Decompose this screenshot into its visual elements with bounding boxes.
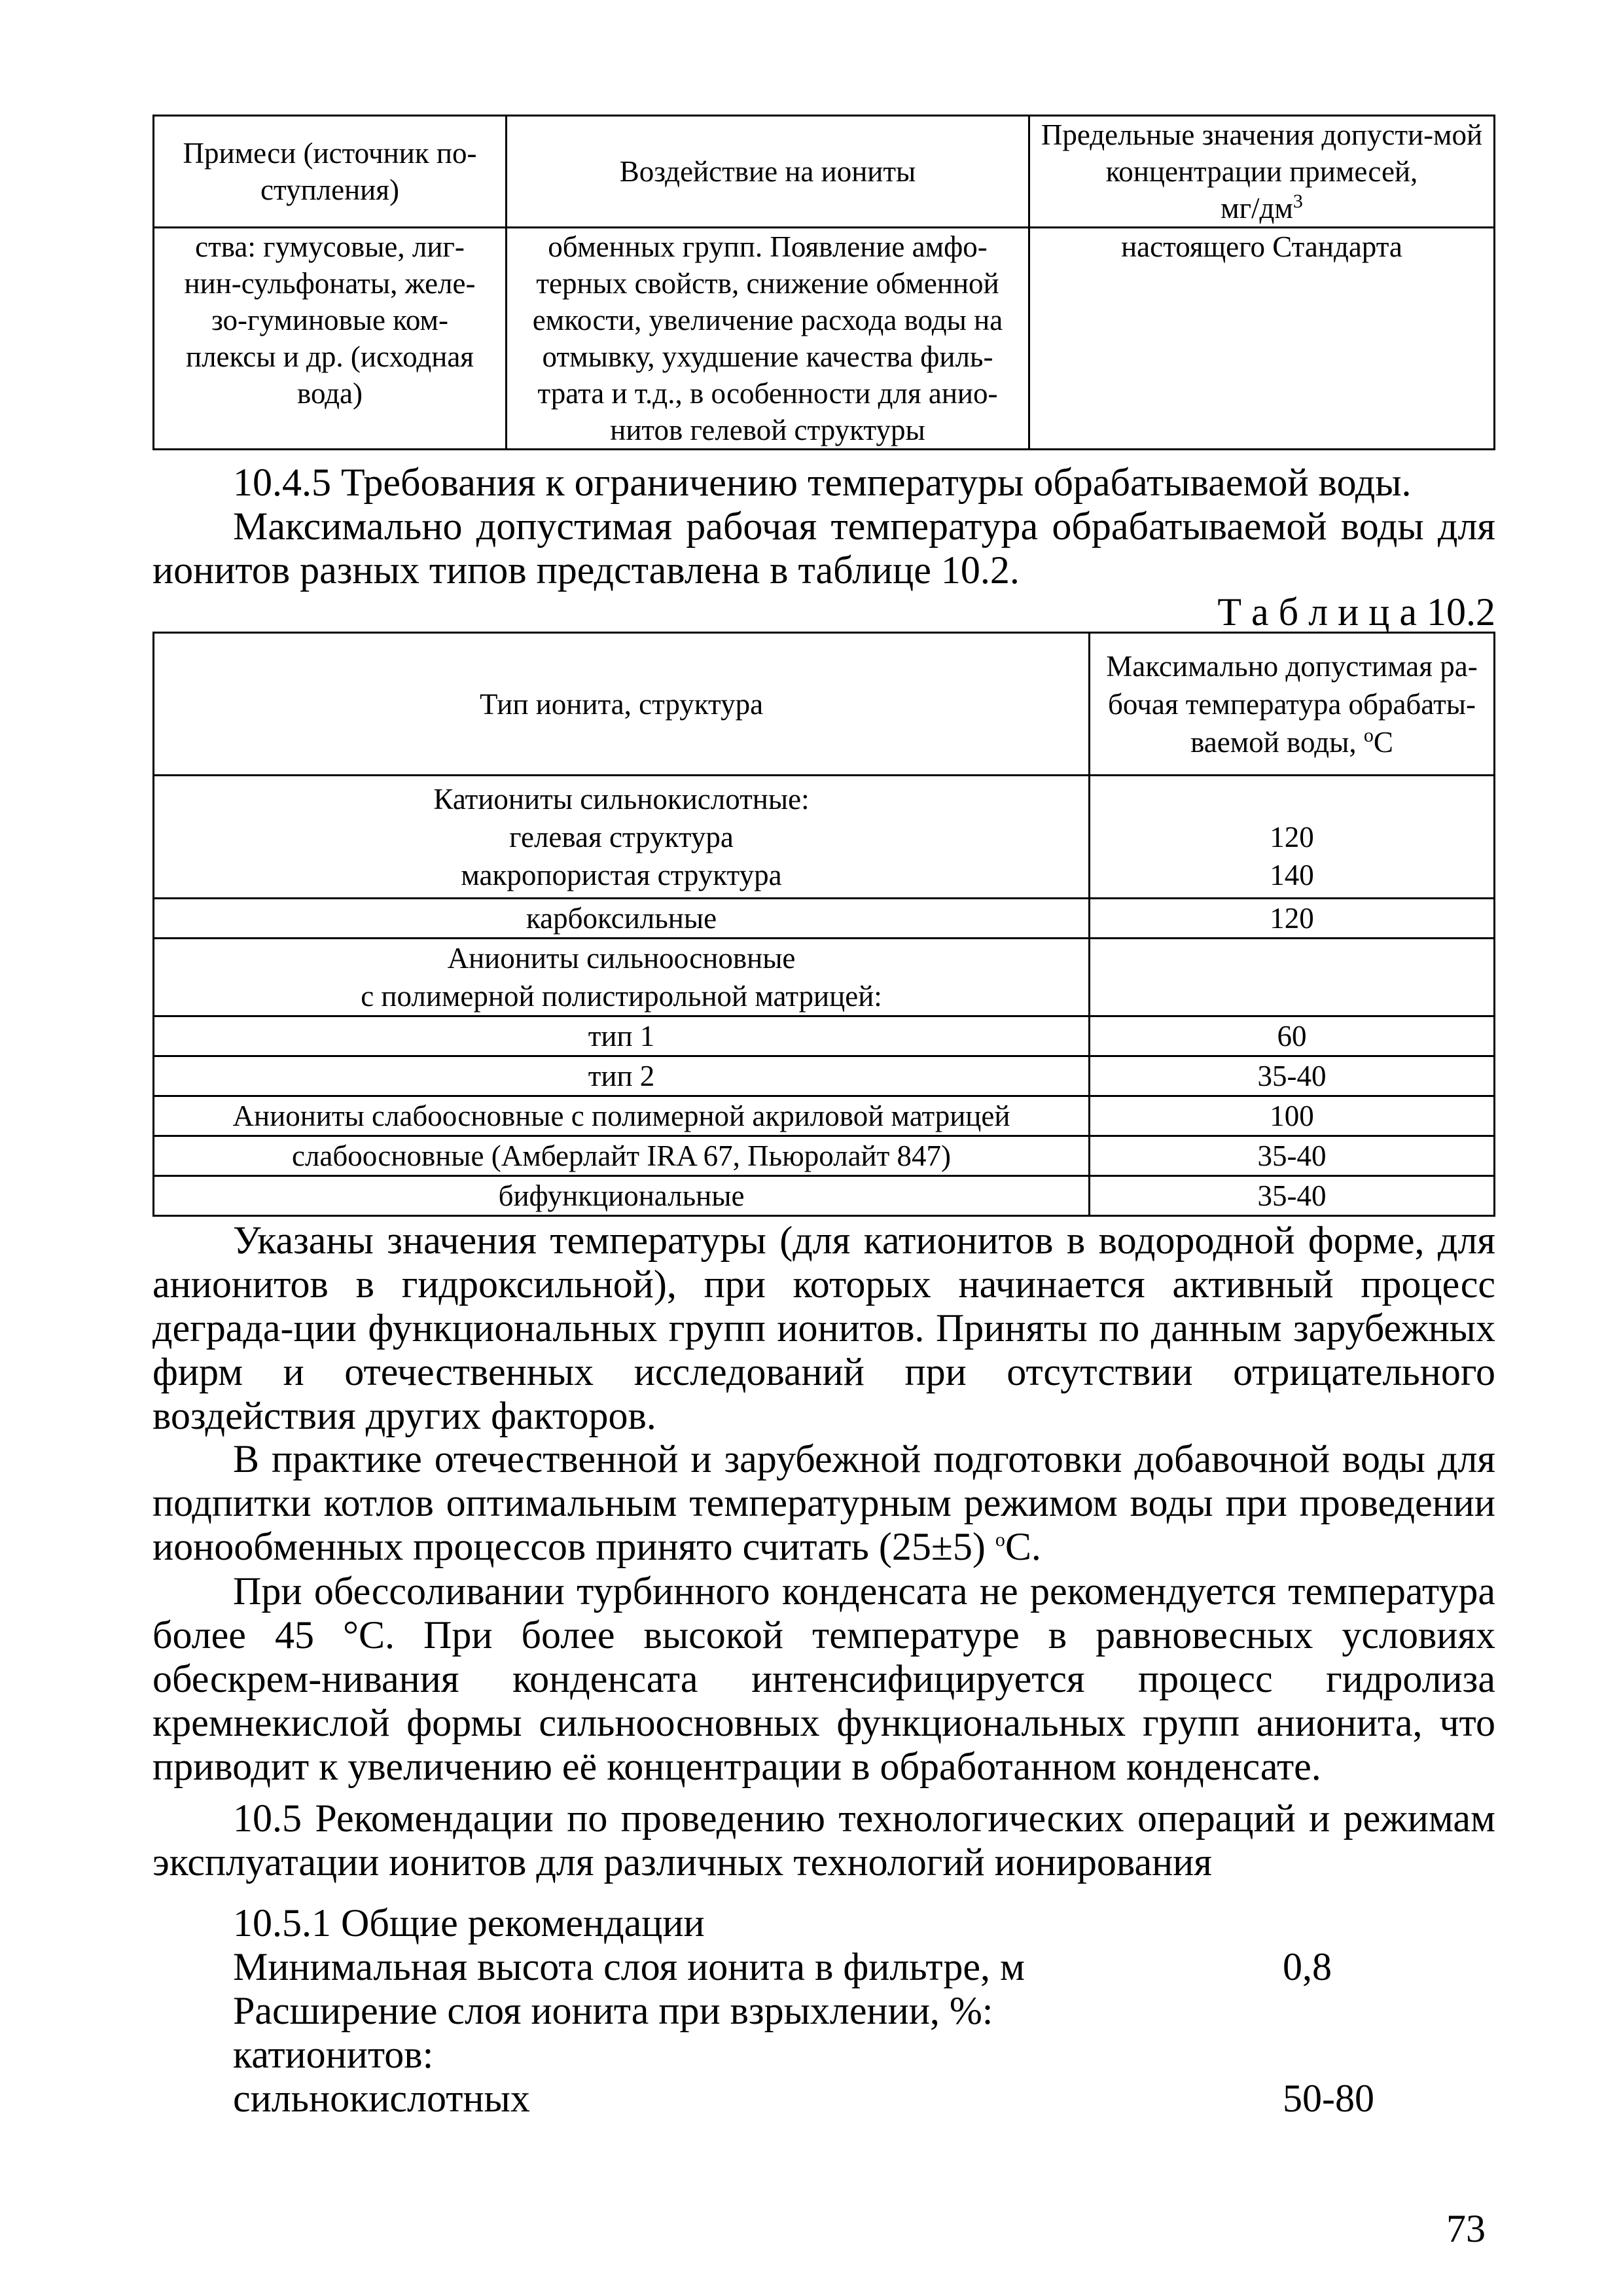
table-row	[154, 1136, 1495, 1176]
table-row	[154, 228, 1495, 450]
table-row	[154, 776, 1495, 899]
table-cell	[1090, 939, 1495, 1016]
table-cell: тип 2	[154, 1056, 1090, 1096]
table-cell: Катиониты сильнокислотные: гелевая структура макропористая структура	[154, 776, 1090, 899]
table-cell: 120 140	[1090, 776, 1495, 899]
table-row	[154, 1096, 1495, 1136]
list-item-value: 50-80	[1283, 2077, 1374, 2120]
list-item-label: Минимальная высота слоя ионита в фильтре, м	[233, 1945, 1025, 1988]
subsection-heading: 10.5.1 Общие рекомендации	[233, 1901, 705, 1945]
table-cell: обменных групп. Появление амфо- терных свойств, снижение обменной емкости, увеличение расхода воды на отмывку, ухудшение качества филь- трата и т.д., в особенности для анио- нитов гелевой структуры	[507, 228, 1029, 450]
table-row	[154, 1176, 1495, 1216]
table-header-cell: Предельные значения допусти-мой концентрации примесей, $мг/дм^3$	[1029, 116, 1495, 228]
paragraph: В практике отечественной и зарубежной подготовки добавочной воды для подпитки котлов оптимальным температурным режимом воды при проведении ионообменных процессов принято считать (25±5) $^o$С.	[152, 1437, 1495, 1568]
temperature-table	[152, 632, 1495, 1217]
paragraph: Указаны значения температуры (для катионитов в водородной форме, для анионитов в гидроксильной), при которых начинается активный процесс деграда-ции функциональных групп ионитов. Приняты по данным зарубежных фирм и отечественных исследований при отсутствии отрицательного воздействия других факторов.	[152, 1219, 1495, 1437]
paragraph: При обессоливании турбинного конденсата не рекомендуется температура более 45 °С. При более высокой температуре в равновесных условиях обескрем-нивания конденсата интенсифицируется процесс гидролиза кремнекислой формы сильноосновных функциональных групп анионита, что приводит к увеличению её концентрации в обработанном конденсате.	[152, 1570, 1495, 1788]
table-cell: настоящего Стандарта	[1029, 228, 1495, 450]
list-item-label: Расширение слоя ионита при взрыхлении, %:	[233, 1989, 993, 2032]
table-cell: 35-40	[1090, 1176, 1495, 1216]
page-number: 73	[1446, 2207, 1486, 2250]
table-cell: 35-40	[1090, 1136, 1495, 1176]
list-item-label: катионитов:	[233, 2033, 434, 2076]
table-header-row	[154, 633, 1495, 776]
table-cell: тип 1	[154, 1016, 1090, 1056]
table-cell: бифункциональные	[154, 1176, 1090, 1216]
list-item-label: сильнокислотных	[233, 2077, 530, 2120]
table-row	[154, 899, 1495, 939]
table-row	[154, 1016, 1495, 1056]
table-cell: 60	[1090, 1016, 1495, 1056]
table-cell: Аниониты слабоосновные с полимерной акриловой матрицей	[154, 1096, 1090, 1136]
table-cell: ства: гумусовые, лиг- нин-сульфонаты, желе- зо-гуминовые ком- плексы и др. (исходная вода)	[154, 228, 507, 450]
table-cell: карбоксильные	[154, 899, 1090, 939]
table-cell: 35-40	[1090, 1056, 1495, 1096]
table-cell: 100	[1090, 1096, 1495, 1136]
section-heading: 10.5 Рекомендации по проведению технологических операций и режимам эксплуатации ионитов для различных технологий ионирования	[152, 1797, 1495, 1884]
table-caption: Т а б л и ц а 10.2	[1217, 590, 1495, 634]
table-row	[154, 939, 1495, 1016]
table-cell: Аниониты сильноосновные с полимерной полистирольной матрицей:	[154, 939, 1090, 1016]
table-header-cell: Воздействие на иониты	[507, 116, 1029, 228]
table-cell: слабоосновные (Амберлайт IRA 67, Пьюролайт 847)	[154, 1136, 1090, 1176]
impurities-table	[152, 115, 1495, 450]
section-heading: 10.4.5 Требования к ограничению температуры обрабатываемой воды.	[233, 461, 1412, 504]
table-cell: 120	[1090, 899, 1495, 939]
paragraph: Максимально допустимая рабочая температура обрабатываемой воды для ионитов разных типов представлена в таблице 10.2.	[152, 505, 1495, 592]
list-item-value: 0,8	[1283, 1945, 1332, 1988]
table-header-cell: Примеси (источник по-ступления)	[154, 116, 507, 228]
table-header-cell: Тип ионита, структура	[154, 633, 1090, 776]
table-header-row	[154, 116, 1495, 228]
table-row	[154, 1056, 1495, 1096]
table-header-cell: Максимально допустимая ра- бочая температура обрабаты- ваемой воды, $^o$С	[1090, 633, 1495, 776]
